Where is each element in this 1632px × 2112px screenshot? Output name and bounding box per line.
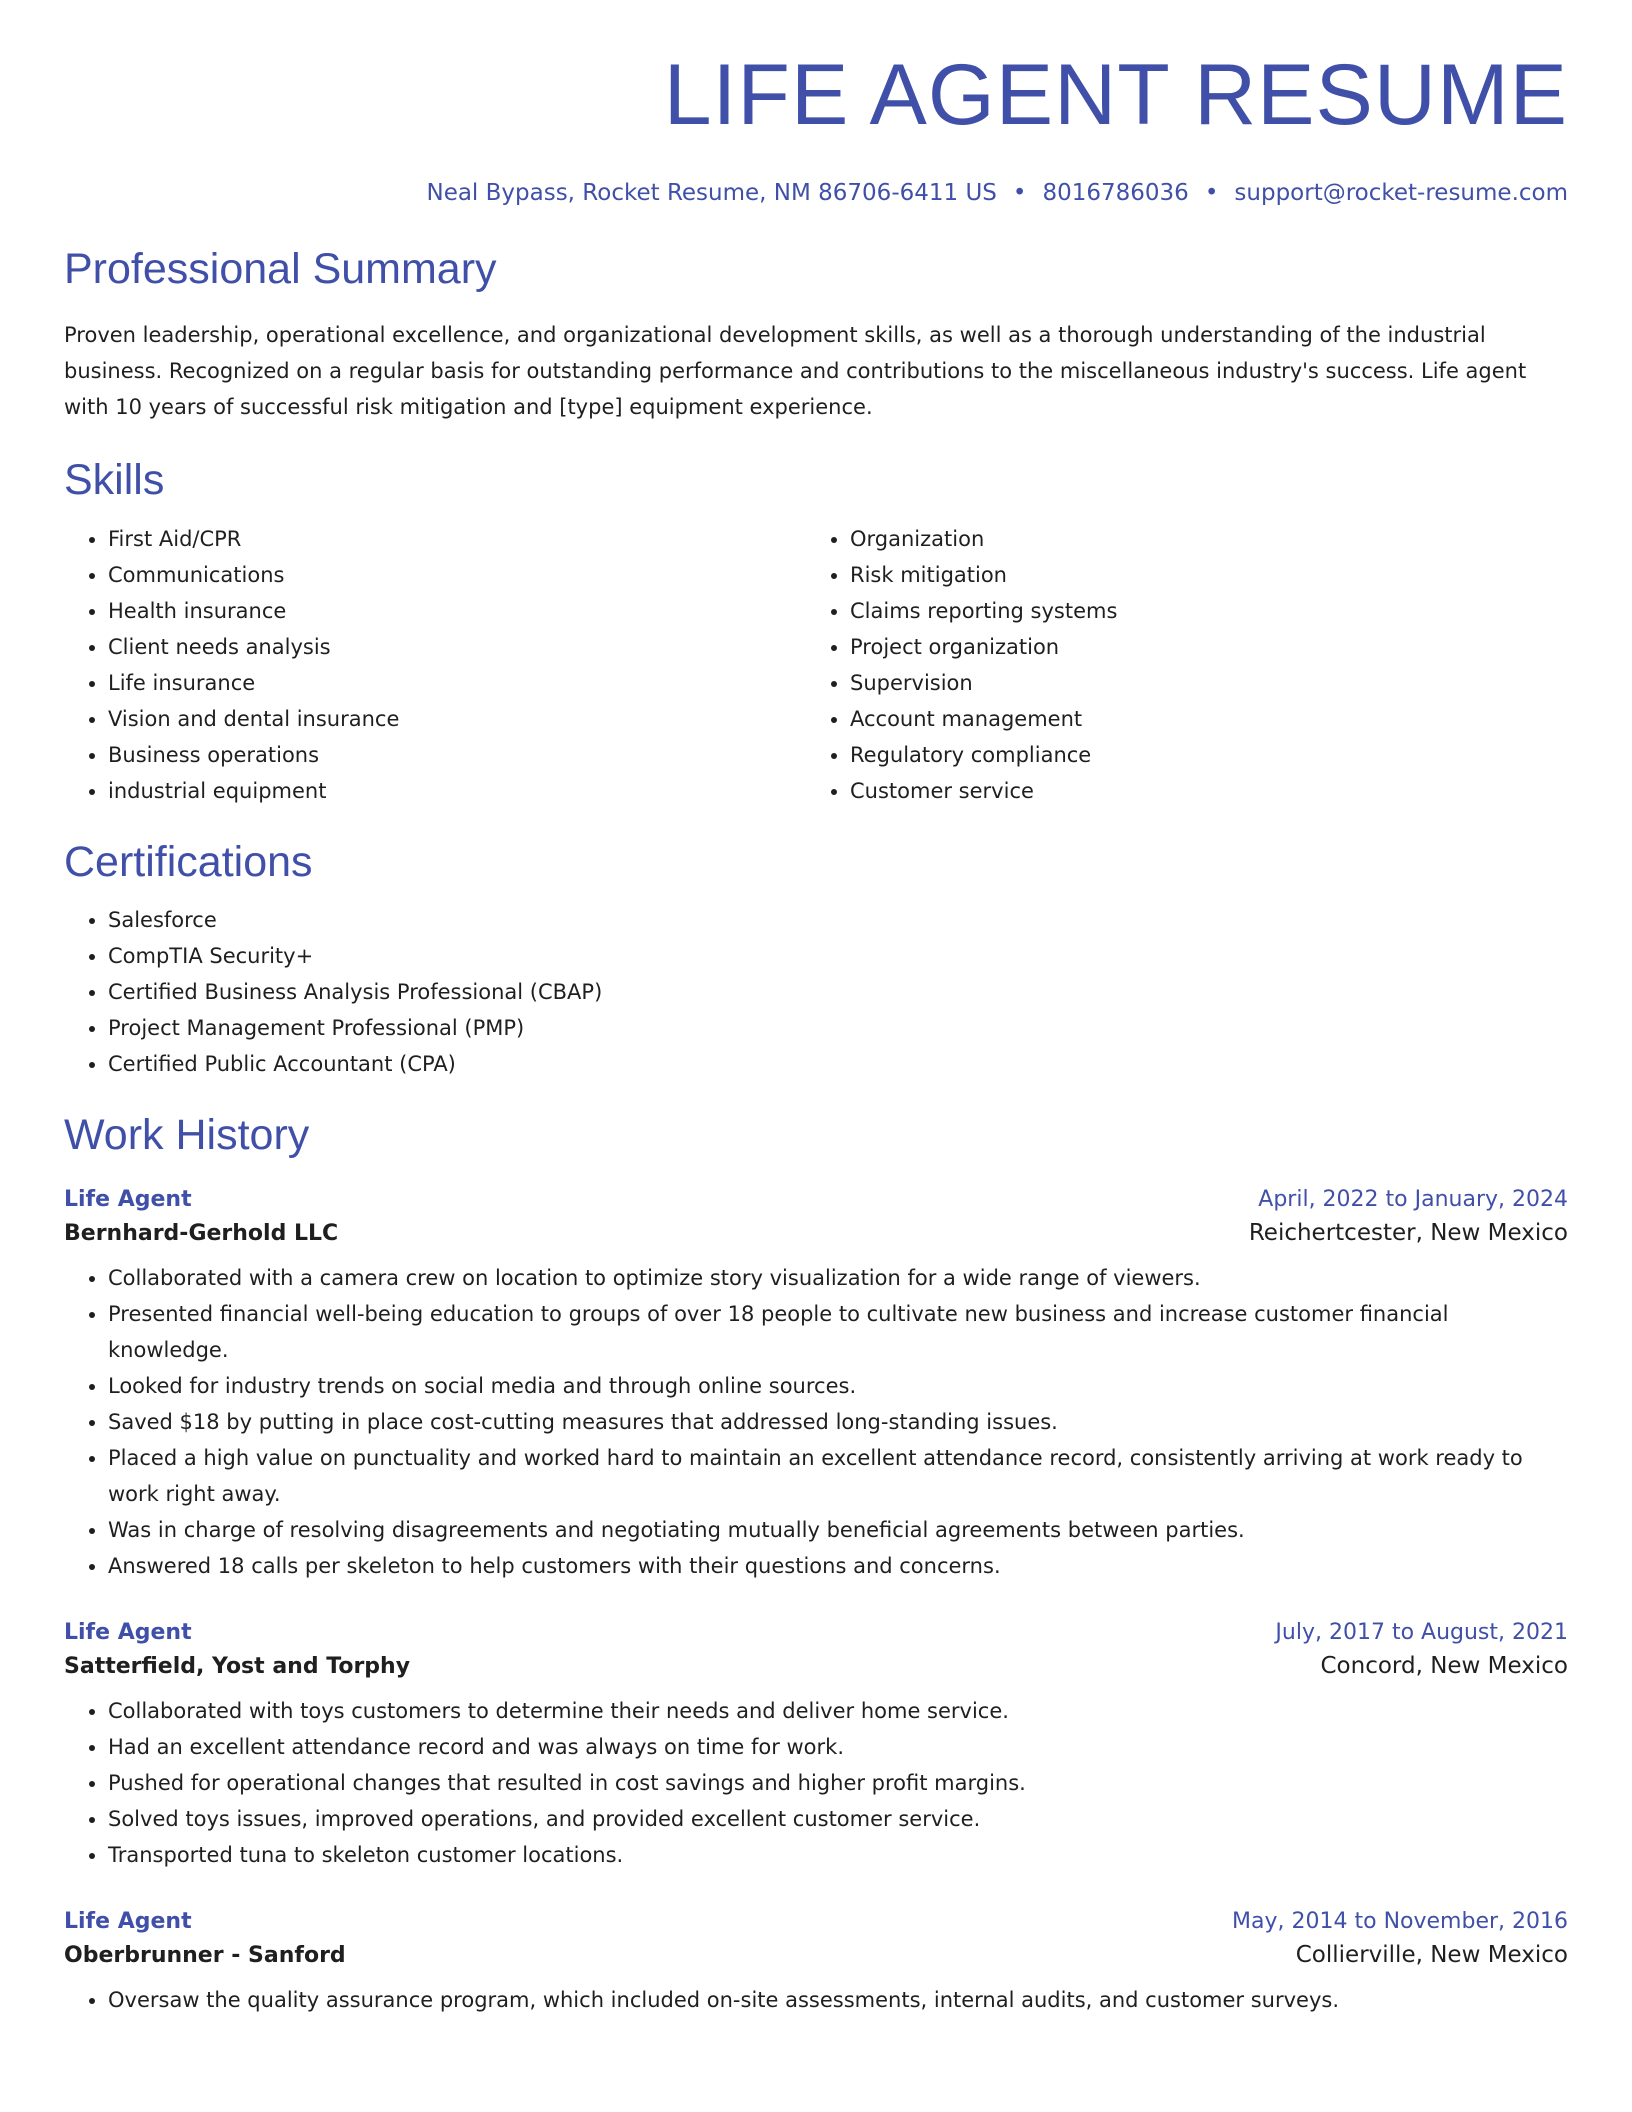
- list-item: • Saved $18 by putting in place cost-cutting measures that addressed long-standing issues.: [108, 1404, 1568, 1440]
- certifications-section: [64, 839, 1568, 1082]
- contact-separator: •: [1204, 180, 1219, 206]
- list-item: • Certified Public Accountant (CPA): [108, 1046, 1568, 1082]
- certifications-list: [64, 902, 1568, 1082]
- list-item: • Presented financial well-being education to groups of over 18 people to cultivate new business and increase customer financial knowledge.: [108, 1296, 1568, 1368]
- list-item: • Answered 18 calls per skeleton to help customers with their questions and concerns.: [108, 1548, 1568, 1584]
- work-history-section: [64, 1112, 1568, 2018]
- jobs-container: [64, 1187, 1568, 2018]
- job-dates: July, 2017 to August, 2021: [1275, 1620, 1568, 1646]
- phone-text: 8016786036: [1042, 180, 1189, 206]
- professional-summary-section: [64, 246, 1568, 425]
- list-item: • Account management: [850, 701, 1548, 737]
- list-item: • Transported tuna to skeleton customer locations.: [108, 1837, 1568, 1873]
- list-item: • Looked for industry trends on social media and through online sources.: [108, 1368, 1568, 1404]
- list-item: • Had an excellent attendance record and was always on time for work.: [108, 1729, 1568, 1765]
- list-item: • industrial equipment: [108, 773, 806, 809]
- job-bullets: [64, 1260, 1568, 1584]
- list-item: • Salesforce: [108, 902, 1568, 938]
- job-location: Reichertcester, New Mexico: [1248, 1220, 1568, 1247]
- list-item: • Pushed for operational changes that resulted in cost savings and higher profit margins.: [108, 1765, 1568, 1801]
- list-item: • Risk mitigation: [850, 557, 1548, 593]
- job-bullets: [64, 1693, 1568, 1873]
- list-item: • Life insurance: [108, 665, 806, 701]
- skills-list-left: [64, 521, 806, 809]
- list-item: • Supervision: [850, 665, 1548, 701]
- address-text: Neal Bypass, Rocket Resume, NM 86706-6411 US: [426, 180, 997, 206]
- list-item: • CompTIA Security+: [108, 938, 1568, 974]
- job-entry: [64, 1909, 1568, 2018]
- job-title: Life Agent: [64, 1187, 192, 1213]
- section-heading-work-history: Work History: [64, 1110, 310, 1159]
- job-entry: [64, 1187, 1568, 1584]
- job-company: Oberbrunner - Sanford: [64, 1943, 346, 1969]
- list-item: • Business operations: [108, 737, 806, 773]
- job-header-row: [64, 1909, 1568, 1934]
- list-item: • Placed a high value on punctuality and worked hard to maintain an excellent attendance record, consistently arriving at work ready to work right away.: [108, 1440, 1568, 1512]
- section-heading-skills: Skills: [64, 456, 165, 505]
- list-item: • Solved toys issues, improved operations, and provided excellent customer service.: [108, 1801, 1568, 1837]
- list-item: • Vision and dental insurance: [108, 701, 806, 737]
- list-item: • Customer service: [850, 773, 1548, 809]
- job-company-row: [64, 1942, 1568, 1968]
- resume-page: [64, 47, 1568, 2018]
- job-company-row: [64, 1220, 1568, 1246]
- list-item: • Communications: [108, 557, 806, 593]
- job-title: Life Agent: [64, 1620, 192, 1646]
- list-item: • Was in charge of resolving disagreements and negotiating mutually beneficial agreements between parties.: [108, 1512, 1568, 1548]
- list-item: • Claims reporting systems: [850, 593, 1548, 629]
- skills-section: [64, 457, 1568, 808]
- job-dates: April, 2022 to January, 2024: [1258, 1187, 1568, 1213]
- summary-text: Proven leadership, operational excellence, and organizational development skills, as well as a thorough understanding of the industrial business. Recognized on a regular basis for outstanding performance and contributions to the miscellaneous industry's success. Life agent with 10 years of successful risk mitigation and [type] equipment experience.: [64, 323, 1527, 420]
- resume-title: LIFE AGENT RESUME: [663, 47, 1568, 143]
- list-item: • Certified Business Analysis Professional (CBAP): [108, 974, 1568, 1010]
- list-item: • Regulatory compliance: [850, 737, 1548, 773]
- job-header-row: [64, 1620, 1568, 1645]
- section-heading-certifications: Certifications: [64, 837, 313, 886]
- skills-right-column: [806, 521, 1548, 809]
- job-title: Life Agent: [64, 1909, 192, 1935]
- skills-list-right: [806, 521, 1548, 809]
- job-dates: May, 2014 to November, 2016: [1232, 1909, 1568, 1935]
- skills-grid: [64, 521, 1568, 809]
- list-item: • Project organization: [850, 629, 1548, 665]
- job-header-row: [64, 1187, 1568, 1212]
- job-company: Satterfield, Yost and Torphy: [64, 1654, 411, 1680]
- list-item: • Health insurance: [108, 593, 806, 629]
- list-item: • Client needs analysis: [108, 629, 806, 665]
- list-item: • Oversaw the quality assurance program, which included on-site assessments, internal audits, and customer surveys.: [108, 1982, 1568, 2018]
- job-entry: [64, 1620, 1568, 1873]
- job-bullets: [64, 1982, 1568, 2018]
- skills-left-column: [64, 521, 806, 809]
- contact-separator: •: [1012, 180, 1027, 206]
- section-heading-summary: Professional Summary: [64, 245, 497, 293]
- list-item: • Collaborated with a camera crew on location to optimize story visualization for a wide range of viewers.: [108, 1260, 1568, 1296]
- job-location: Concord, New Mexico: [1320, 1653, 1568, 1680]
- job-location: Collierville, New Mexico: [1295, 1942, 1568, 1969]
- list-item: • Project Management Professional (PMP): [108, 1010, 1568, 1046]
- contact-line: [64, 180, 1568, 206]
- email-link[interactable]: support@rocket-resume.com: [1234, 180, 1568, 206]
- list-item: • Collaborated with toys customers to determine their needs and deliver home service.: [108, 1693, 1568, 1729]
- list-item: • First Aid/CPR: [108, 521, 806, 557]
- job-company: Bernhard-Gerhold LLC: [64, 1221, 339, 1247]
- job-company-row: [64, 1653, 1568, 1679]
- list-item: • Organization: [850, 521, 1548, 557]
